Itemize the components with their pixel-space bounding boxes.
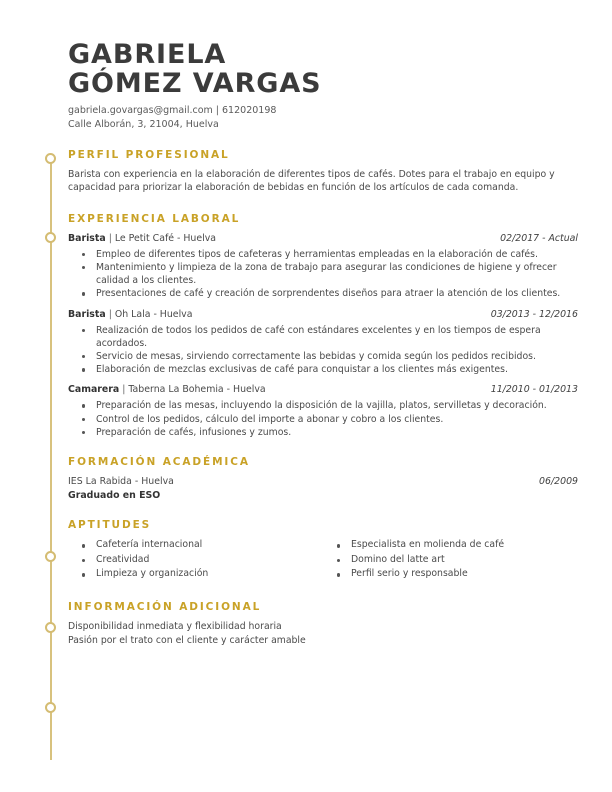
education-entry bbox=[68, 475, 578, 502]
skill-item: Cafetería internacional bbox=[68, 538, 323, 553]
experience-organization: Taberna La Bohemia - Huelva bbox=[128, 384, 266, 396]
skill-item: Creatividad bbox=[68, 553, 323, 568]
experience-role: Barista bbox=[68, 232, 106, 244]
education-date: 06/2009 bbox=[539, 476, 578, 488]
section-profile bbox=[0, 149, 612, 195]
experience-date: 11/2010 - 01/2013 bbox=[490, 384, 578, 396]
skills-list-left bbox=[68, 538, 323, 582]
skills-list-right bbox=[323, 538, 578, 582]
additional-line: Disponibilidad inmediata y flexibilidad horaria bbox=[68, 621, 282, 633]
experience-bullet: Preparación de las mesas, incluyendo la disposición de la vajilla, platos, servilletas y decoración. bbox=[68, 399, 578, 412]
experience-role: Barista bbox=[68, 308, 106, 320]
experience-entry bbox=[68, 383, 578, 439]
experience-bullet: Presentaciones de café y creación de sorprendentes diseños para atraer la atención de los clientes. bbox=[68, 287, 578, 300]
skill-item: Perfil serio y responsable bbox=[323, 567, 578, 582]
section-additional bbox=[0, 601, 612, 648]
skill-item: Limpieza y organización bbox=[68, 567, 323, 582]
section-title-education: FORMACIÓN ACADÉMICA bbox=[68, 456, 250, 469]
skill-item: Especialista en molienda de café bbox=[323, 538, 578, 553]
skills-grid bbox=[68, 538, 578, 582]
experience-bullet: Control de los pedidos, cálculo del importe a abonar y cobro a los clientes. bbox=[68, 413, 578, 426]
section-title-experience: EXPERIENCIA LABORAL bbox=[68, 212, 241, 225]
experience-entry-title-group bbox=[68, 308, 192, 322]
section-education bbox=[0, 456, 612, 502]
experience-bullet: Preparación de cafés, infusiones y zumos. bbox=[68, 426, 578, 439]
experience-bullet-list bbox=[68, 248, 578, 301]
experience-role: Camarera bbox=[68, 384, 120, 396]
experience-date: 03/2013 - 12/2016 bbox=[490, 308, 578, 320]
last-name: GÓMEZ VARGAS bbox=[68, 68, 322, 99]
experience-bullet-list bbox=[68, 324, 578, 377]
section-experience bbox=[0, 213, 612, 439]
profile-text: Barista con experiencia en la elaboración de diferentes tipos de cafés. Dotes para el trabajo en equipo y capacidad para priorizar la elaboración de bebidas en función de los artículos de cada comanda. bbox=[68, 169, 555, 194]
experience-bullet: Realización de todos los pedidos de café con estándares excelentes y en los tiempos de espera acordados. bbox=[68, 324, 578, 350]
experience-entry bbox=[68, 308, 578, 377]
experience-bullet: Elaboración de mezclas exclusivas de café para conquistar a los clientes más exigentes. bbox=[68, 363, 578, 376]
education-entry-header bbox=[68, 475, 578, 489]
experience-entry bbox=[68, 232, 578, 301]
section-title-skills: APTITUDES bbox=[68, 519, 152, 532]
experience-bullet: Servicio de mesas, sirviendo correctamente las bebidas y comida según los pedidos recibidos. bbox=[68, 350, 578, 363]
experience-entry-header bbox=[68, 232, 578, 246]
resume-header bbox=[0, 0, 612, 131]
experience-bullet: Empleo de diferentes tipos de cafeteras y herramientas empleadas en la elaboración de cafés. bbox=[68, 248, 578, 261]
skills-column-left bbox=[68, 538, 323, 582]
section-title-additional: INFORMACIÓN ADICIONAL bbox=[68, 601, 262, 614]
skill-item: Domino del latte art bbox=[323, 553, 578, 568]
experience-organization: Le Petit Café - Huelva bbox=[114, 232, 217, 244]
first-name: GABRIELA bbox=[68, 39, 227, 70]
experience-entry-title-group bbox=[68, 383, 266, 397]
experience-entry-header bbox=[68, 308, 578, 322]
timeline-dot-additional bbox=[45, 702, 56, 713]
experience-bullet-list bbox=[68, 399, 578, 439]
contact-block bbox=[68, 104, 578, 131]
section-title-profile: PERFIL PROFESIONAL bbox=[68, 149, 230, 161]
experience-organization: Oh Lala - Huelva bbox=[114, 308, 193, 320]
education-school: IES La Rabida - Huelva bbox=[68, 476, 174, 488]
contact-address: Calle Alborán, 3, 21004, Huelva bbox=[68, 118, 219, 130]
experience-entry-header bbox=[68, 383, 578, 397]
education-degree: Graduado en ESO bbox=[68, 489, 161, 501]
additional-line: Pasión por el trato con el cliente y carácter amable bbox=[68, 635, 306, 647]
experience-entry-title-group bbox=[68, 232, 216, 246]
experience-separator: | bbox=[108, 308, 112, 320]
experience-separator: | bbox=[108, 232, 112, 244]
section-skills bbox=[0, 519, 612, 582]
skills-column-right bbox=[323, 538, 578, 582]
experience-separator: | bbox=[122, 384, 126, 396]
experience-bullet: Mantenimiento y limpieza de la zona de trabajo para asegurar las condiciones de higiene y ofrecer calidad a los clientes. bbox=[68, 261, 578, 287]
experience-date: 02/2017 - Actual bbox=[500, 232, 578, 244]
contact-email-phone: gabriela.govargas@gmail.com | 612020198 bbox=[68, 105, 277, 116]
